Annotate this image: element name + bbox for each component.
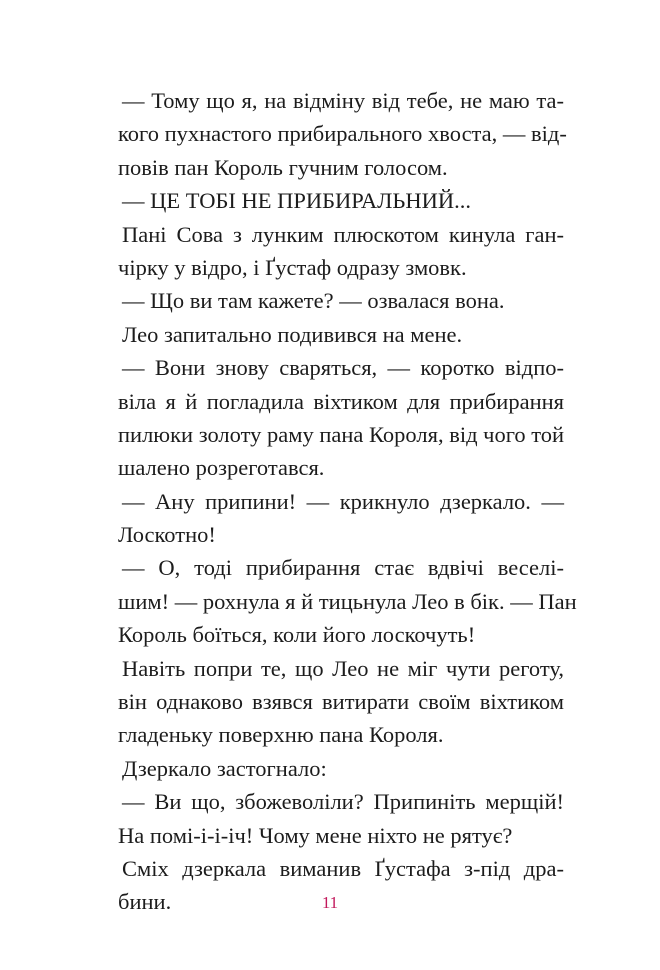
text-line: повів пан Король гучним голосом. [118,154,448,180]
text-line: кого пухнастого прибирального хвоста, — від- [118,121,567,147]
text-line: — Ану припини! — крикнуло дзеркало. — [122,488,564,514]
text-line: гладеньку поверхню пана Короля. [118,722,444,748]
text-line: — Ви що, збожеволіли? Припиніть мерщій! [122,789,564,815]
text-line: Лео запитально подивився на мене. [122,321,463,347]
text-line: Пані Сова з лунким плюскотом кинула ган- [122,221,564,247]
text-line: — Що ви там кажете? — озвалася вона. [122,288,505,314]
text-line: Лоскотно! [118,522,216,548]
book-page-text [118,84,577,919]
text-line: На помі-і-і-іч! Чому мене ніхто не рятує? [118,822,513,848]
text-line: шим! — рохнула я й тицьнула Лео в бік. — Пан [118,588,577,614]
text-line: Король боїться, коли його лоскочуть! [118,622,476,648]
text-line: Навіть попри те, що Лео не міг чути реготу, [122,655,564,681]
text-line: — О, тоді прибирання стає вдвічі веселі- [122,555,564,581]
text-line: — Тому що я, на відміну від тебе, не маю та- [122,88,564,113]
text-line: він однаково взявся витирати своїм віхтиком [118,689,564,715]
text-line: Дзеркало застогнало: [122,755,327,781]
text-line: бини. [118,889,172,915]
text-line: Сміх дзеркала виманив Ґустафа з-під дра- [122,855,564,881]
text-line: — ЦЕ ТОБІ НЕ ПРИБИРАЛЬНИЙ... [122,188,471,214]
text-line: чірку у відро, і Ґустаф одразу змовк. [118,254,467,280]
text-line: віла я й погладила віхтиком для прибирання [118,388,564,414]
text-line: — Вони знову сваряться, — коротко відпо- [122,355,564,381]
text-line: шалено розреготався. [118,455,325,481]
page-number: 11 [321,893,339,912]
text-line: пилюки золоту раму пана Короля, від чого той [118,421,565,447]
